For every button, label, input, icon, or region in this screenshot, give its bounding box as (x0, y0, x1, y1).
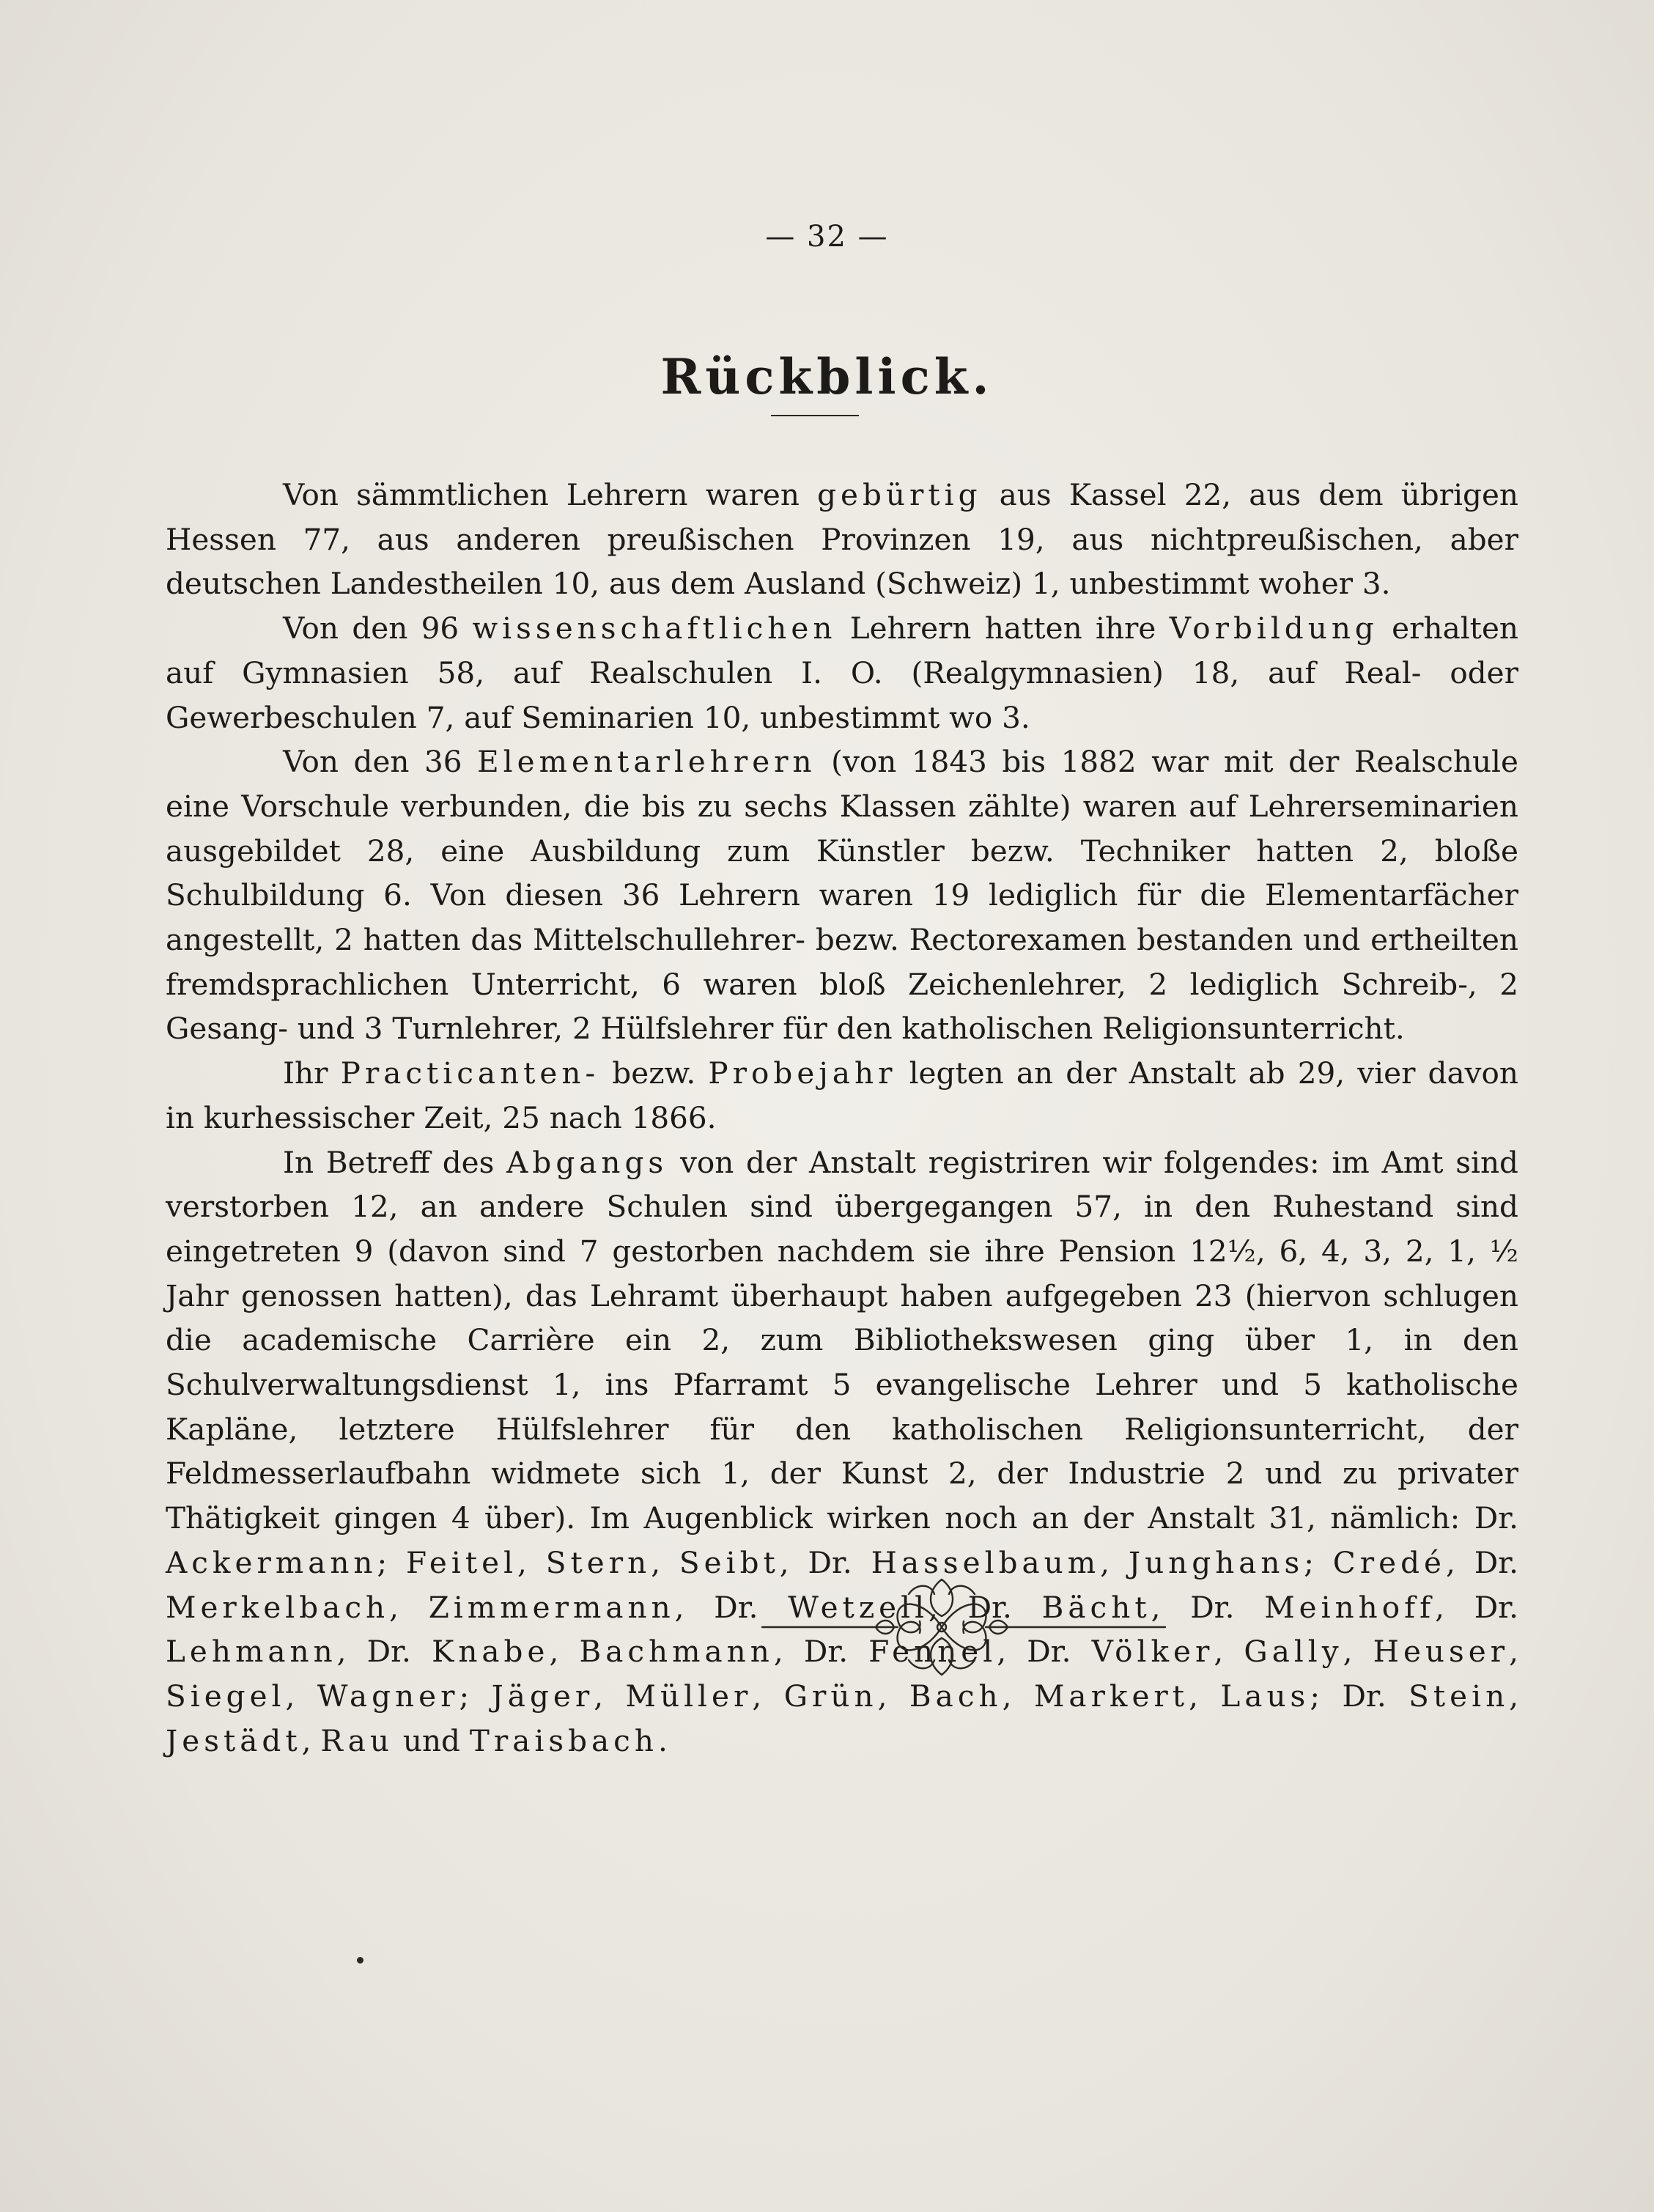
paragraph-text: , Dr. (997, 1634, 1092, 1670)
paragraph-text: , (1343, 1634, 1373, 1670)
paragraph-text: aus Kassel 22, aus dem übrigen Hessen 77, aus anderen preußischen Provinzen 19, aus nichtpreußischen, aber deutschen Landestheilen 10, aus dem Ausland (Schweiz) 1, unbestimmt woher 3. (166, 477, 1519, 602)
spaced-emphasis-text: Credé (1332, 1544, 1447, 1580)
paragraph-text: Ihr (283, 1055, 341, 1091)
paragraph-text: ; (1304, 1544, 1333, 1580)
paragraph-text: ; (459, 1678, 492, 1714)
spaced-emphasis-text: Merkelbach (166, 1589, 390, 1625)
paragraph-text: Lehrern hatten ihre (836, 611, 1170, 646)
paragraph-3 (166, 740, 1518, 1051)
spaced-emphasis-text: Abgangs (506, 1144, 668, 1180)
paragraph-text: , Dr. (1446, 1544, 1518, 1580)
spaced-emphasis-text: gebürtig (817, 477, 982, 512)
ink-speck (357, 1957, 363, 1964)
spaced-emphasis-text: Stern (545, 1544, 651, 1580)
paragraph-text: , (389, 1589, 429, 1625)
spaced-emphasis-text: Wetzell (788, 1589, 929, 1625)
spaced-emphasis-text: Völker (1091, 1634, 1214, 1670)
spaced-emphasis-text: Stein (1409, 1678, 1510, 1714)
paragraph-text: , (651, 1544, 679, 1580)
paragraph-text: , Dr. (336, 1634, 432, 1670)
paragraph-text: , (877, 1678, 909, 1714)
paragraph-text: bezw. (599, 1055, 709, 1091)
spaced-emphasis-text: Gally (1244, 1634, 1343, 1670)
spaced-emphasis-text: Zimmermann (428, 1589, 675, 1625)
paragraph-text: und (394, 1722, 470, 1758)
paragraph-text: , (1100, 1544, 1129, 1580)
paragraph-text: (von 1843 bis 1882 war mit der Realschule eine Vorschule verbunden, die bis zu sechs Klassen zählte) waren auf Lehrerseminarien ausgebildet 28, eine Ausbildung zum Künstler bezw. Techniker hatten 2, bloße Schulbildung 6. Von diesen 36 Lehrern waren 19 lediglich für die Elementarfächer angestellt, 2 hatten das Mittelschullehrer- bezw. Rectorexamen bestanden und ertheilten fremdsprachlichen Unterricht, 6 waren bloß Zeichenlehrer, 2 lediglich Schreib-, 2 Gesang- und 3 Turnlehrer, 2 Hülfslehrer für den katholischen Religionsunterricht. (166, 744, 1518, 1047)
spaced-emphasis-text: Heuser (1373, 1634, 1510, 1670)
paragraph-text: , (1002, 1678, 1034, 1714)
paragraph-text: , Dr. (779, 1544, 871, 1580)
paragraph-4 (166, 1051, 1518, 1140)
spaced-emphasis-text: Wagner (317, 1678, 459, 1714)
paragraph-text: , Dr. (1435, 1589, 1518, 1625)
paragraph-text: , (1509, 1634, 1518, 1670)
paragraph-text: ; Dr. (1310, 1678, 1409, 1714)
spaced-emphasis-text: Siegel (166, 1678, 286, 1714)
paragraph-text: , Dr. (674, 1589, 789, 1625)
page-number: — 32 — (765, 220, 889, 254)
page-title: Rückblick. (660, 348, 994, 405)
spaced-emphasis-text: wissenschaftlichen (472, 611, 837, 646)
spaced-emphasis-text: Junghans (1128, 1544, 1304, 1580)
spaced-emphasis-text: Probejahr (708, 1055, 897, 1091)
paragraph-text: erhalten auf Gymnasien 58, auf Realschulen I. O. (Realgymnasien) 18, auf Real- oder Gewerbeschulen 7, auf Seminarien 10, unbestimmt wo 3. (166, 611, 1518, 735)
spaced-emphasis-text: Vorbildung (1169, 611, 1378, 646)
spaced-emphasis-text: Ackermann (166, 1544, 377, 1580)
spaced-emphasis-text: Bächt (1041, 1589, 1151, 1625)
paragraph-2 (166, 606, 1518, 740)
paragraph-text: von der Anstalt registriren wir folgendes: im Amt sind verstorben 12, an andere Schulen sind übergegangen 57, in den Ruhestand sind eingetreten 9 (davon sind 7 gestorben nachdem sie ihre Pension 12½, 6, 4, 3, 2, 1, ½ Jahr genossen hatten), das Lehramt überhaupt haben aufgegeben 23 (hiervon schlugen die academische Carrière ein 2, zum Bibliothekswesen ging über 1, in den Schulverwaltungsdienst 1, ins Pfarramt 5 evangelische Lehrer und 5 katholische Kapläne, letztere Hülfslehrer für den katholischen Religionsunterricht, der Feldmesserlaufbahn widmete sich 1, der Kunst 2, der Industrie 2 und zu privater Thätigkeit gingen 4 über). Im Augenblick wirken noch an der Anstalt 31, nämlich: Dr. (166, 1144, 1518, 1536)
paragraph-text: In Betreff des (283, 1144, 507, 1180)
paragraph-text: , (752, 1678, 784, 1714)
paragraph-text: Von den 36 (283, 744, 478, 780)
paragraph-text: , (594, 1678, 626, 1714)
paragraph-text: , (549, 1634, 580, 1670)
flourish-ornament-icon (689, 1568, 1231, 1686)
title-underline (771, 415, 859, 416)
spaced-emphasis-text: Markert (1033, 1678, 1189, 1714)
paragraph-text: . (657, 1722, 668, 1758)
spaced-emphasis-text: Bachmann (579, 1634, 774, 1670)
spaced-emphasis-text: Meinhoff (1264, 1589, 1436, 1625)
paragraph-text: , (1189, 1678, 1221, 1714)
paragraph-text: Von den 96 (283, 611, 473, 646)
spaced-emphasis-text: Rau (320, 1722, 394, 1758)
paragraph-text: , Dr. (1151, 1589, 1265, 1625)
spaced-emphasis-text: Seibt (679, 1544, 780, 1580)
spaced-emphasis-text: Knabe (432, 1634, 550, 1670)
paragraph-text: , (285, 1678, 317, 1714)
paragraph-1 (166, 473, 1518, 606)
spaced-emphasis-text: Jestädt (166, 1722, 302, 1758)
spaced-emphasis-text: Traisbach (469, 1722, 658, 1758)
paragraph-text: legten an der Anstalt ab 29, vier davon in kurhessischer Zeit, 25 nach 1866. (166, 1055, 1518, 1135)
spaced-emphasis-text: Lehmann (166, 1634, 337, 1670)
paragraph-text: , Dr. (773, 1634, 869, 1670)
spaced-emphasis-text: Hasselbaum (871, 1544, 1101, 1580)
spaced-emphasis-text: Feitel (406, 1544, 518, 1580)
paragraph-text: , (1509, 1678, 1519, 1714)
spaced-emphasis-text: Laus (1220, 1678, 1310, 1714)
spaced-emphasis-text: Bach (909, 1678, 1003, 1714)
spaced-emphasis-text: Elementarlehrern (477, 744, 816, 780)
paragraph-text: , Dr. (928, 1589, 1042, 1625)
paragraph-text: ; (377, 1544, 407, 1580)
spaced-emphasis-text: Müller (625, 1678, 753, 1714)
spaced-emphasis-text: Fennel (868, 1634, 997, 1670)
paragraph-text: , (1214, 1634, 1244, 1670)
paragraph-text: , (301, 1722, 321, 1758)
spaced-emphasis-text: Grün (783, 1678, 878, 1714)
spaced-emphasis-text: Practicanten- (340, 1055, 600, 1091)
paragraph-text: , (517, 1544, 546, 1580)
spaced-emphasis-text: Jäger (491, 1678, 594, 1714)
paragraph-text: Von sämmtlichen Lehrern waren (283, 477, 818, 512)
